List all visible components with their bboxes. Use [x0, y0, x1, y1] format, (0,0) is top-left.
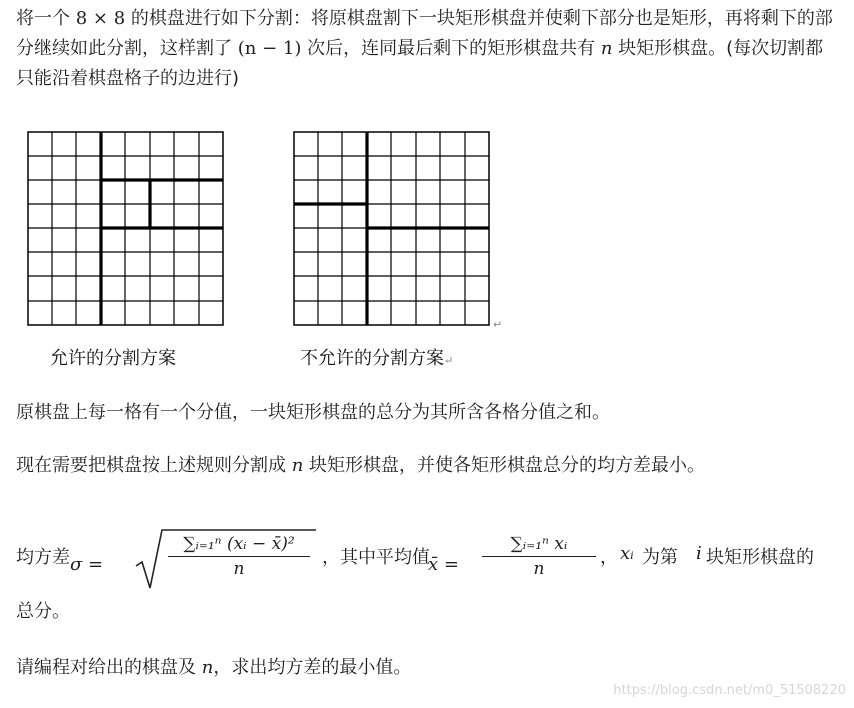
fraction-bar — [482, 556, 596, 557]
final-paragraph — [16, 653, 411, 683]
variance-numerator: ∑ᵢ₌₁ⁿ (xᵢ − x̄)² — [183, 534, 295, 554]
mean-fraction — [482, 534, 596, 579]
formula-text-for: 为第 — [642, 547, 678, 568]
fraction-bar — [168, 556, 310, 557]
formula-comma: ， — [600, 547, 618, 568]
n-variable: n — [600, 38, 613, 59]
mean-intro-text: ，其中平均值 — [322, 547, 430, 568]
return-mark-icon: ↵ — [493, 318, 503, 331]
score-paragraph: 原棋盘上每一格有一个分值，一块矩形棋盘的总分为其所含各格分值之和。 — [16, 402, 610, 423]
intro-paragraph — [16, 4, 836, 94]
xbar-symbol: x̄ = — [428, 554, 459, 575]
board-dimensions: 8 × 8 — [75, 8, 126, 29]
variance-formula-line — [16, 528, 846, 590]
variance-fraction — [168, 534, 310, 579]
task-text-1: 现在需要把棋盘按上述规则分割成 — [16, 455, 292, 476]
return-mark-icon: ↵ — [444, 354, 454, 367]
n-variable: n — [291, 455, 304, 476]
not-allowed-board-figure — [293, 131, 491, 327]
mean-numerator: ∑ᵢ₌₁ⁿ xᵢ — [510, 534, 568, 554]
cut-count: (n − 1) — [237, 38, 302, 59]
variance-label: 均方差 — [16, 547, 70, 568]
intro-text-2: 的棋盘进行如下分割：将原棋盘割下一块矩形棋盘并使剩下部分也是矩形，再将剩下的部分继续如此分割，这样割了 — [16, 8, 833, 59]
formula-text-block: 块矩形棋盘的 — [706, 547, 814, 568]
allowed-caption: 允许的分割方案 — [50, 348, 176, 369]
task-text-2: 块矩形棋盘，并使各矩形棋盘总分的均方差最小。 — [303, 455, 706, 476]
not-allowed-caption-text: 不允许的分割方案 — [300, 348, 444, 369]
n-variable: n — [201, 657, 214, 678]
task-paragraph — [16, 451, 816, 481]
intro-text-3: 次后，连同最后剩下的矩形棋盘共有 — [301, 38, 601, 59]
watermark: https://blog.csdn.net/m0_51508220 — [613, 683, 846, 698]
mean-denominator: n — [533, 559, 545, 579]
intro-text-1: 将一个 — [16, 8, 76, 29]
allowed-board-grid — [27, 131, 225, 327]
sigma-symbol: σ = — [70, 554, 104, 575]
allowed-board-figure — [27, 131, 225, 327]
formula-tail: 总分。 — [16, 601, 70, 622]
final-text-1: 请编程对给出的棋盘及 — [16, 657, 202, 678]
xi-variable: xᵢ — [620, 543, 634, 564]
i-variable: i — [696, 543, 702, 564]
not-allowed-caption — [300, 344, 453, 370]
intro-text-4: 块矩形棋盘。(每次切割都只能沿着棋盘格子的边进行) — [16, 38, 824, 89]
not-allowed-board-grid — [293, 131, 491, 327]
variance-denominator: n — [233, 559, 245, 579]
final-text-2: ，求出均方差的最小值。 — [213, 657, 412, 678]
